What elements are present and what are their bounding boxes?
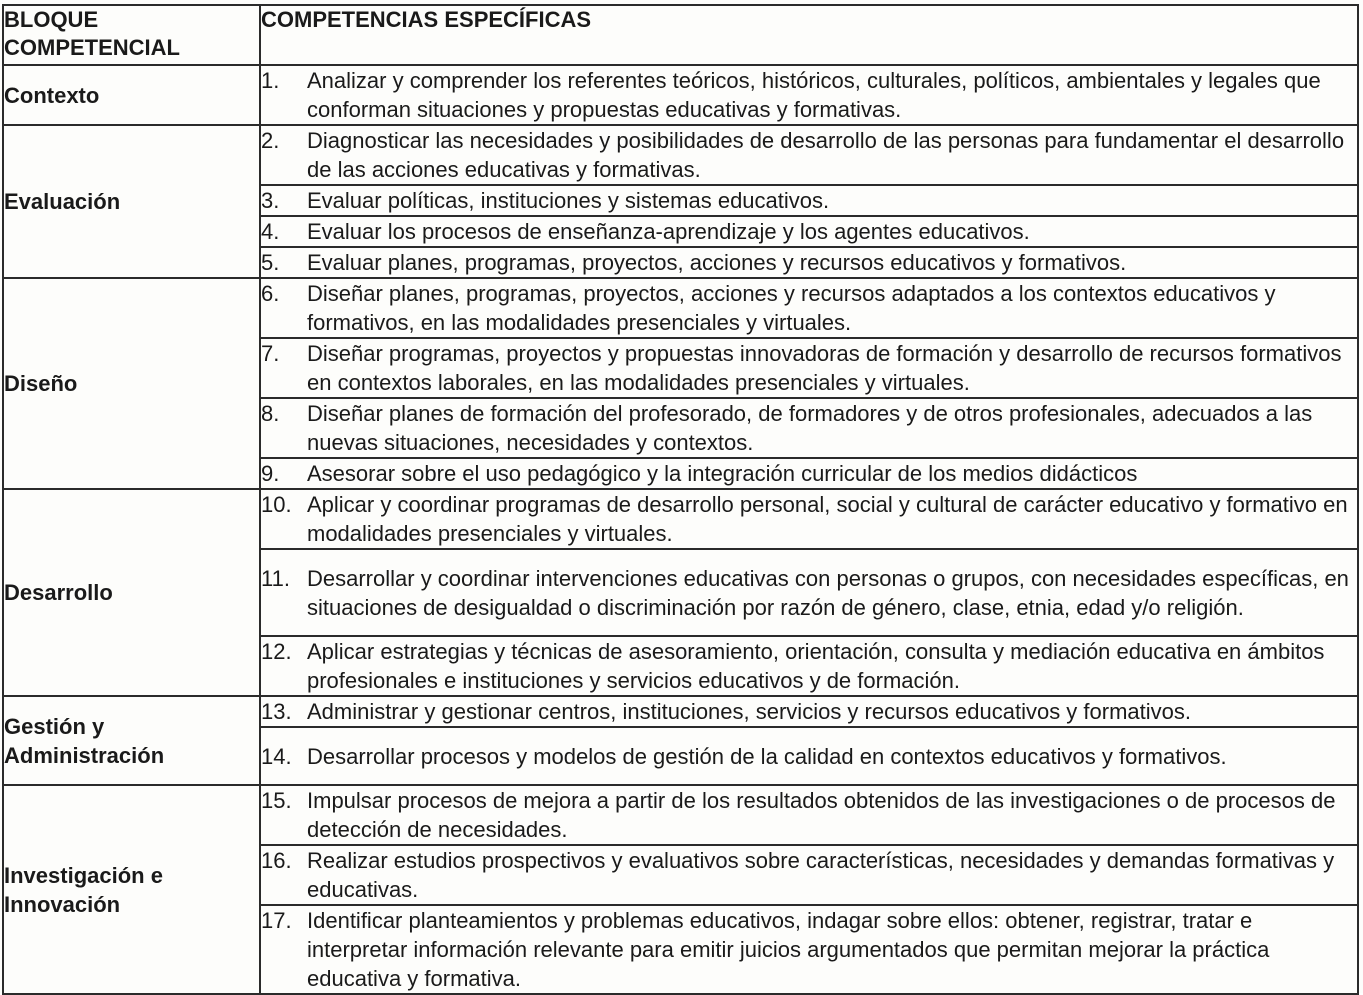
competence-text: Identificar planteamientos y problemas educativos, indagar sobre ellos: obtener, registrar, tratar e interpretar información relevante para emitir juicios argumentados que permitan mejorar la práctica educativa y formativa.	[307, 908, 1270, 991]
competence-number: 10.	[261, 492, 292, 517]
competence-item	[260, 216, 1358, 247]
competence-line	[261, 248, 1357, 277]
competence-item	[260, 398, 1358, 458]
competence-item	[260, 785, 1358, 845]
competence-item	[260, 458, 1358, 489]
table-row	[3, 65, 1358, 125]
competence-line	[261, 279, 1357, 337]
table-row	[3, 125, 1358, 185]
competence-item	[260, 727, 1358, 785]
competence-item	[260, 185, 1358, 216]
competence-item	[260, 636, 1358, 696]
table-row	[3, 696, 1358, 727]
competence-text: Evaluar los procesos de enseñanza-aprendizaje y los agentes educativos.	[307, 219, 1030, 244]
competence-number: 4.	[261, 219, 280, 244]
competence-text: Realizar estudios prospectivos y evaluativos sobre características, necesidades y demandas formativas y educativas.	[307, 848, 1335, 902]
table-body	[3, 65, 1358, 994]
competence-text: Diseñar planes, programas, proyectos, acciones y recursos adaptados a los contextos educativos y formativos, en las modalidades presenciales y virtuales.	[307, 281, 1276, 335]
competence-number: 2.	[261, 128, 280, 153]
competence-line	[261, 217, 1357, 246]
competence-item	[260, 905, 1358, 994]
table-row	[3, 785, 1358, 845]
competence-text: Aplicar estrategias y técnicas de asesoramiento, orientación, consulta y mediación educativa en ámbitos profesionales e instituciones y servicios educativos y de formación.	[307, 639, 1325, 693]
competence-text: Impulsar procesos de mejora a partir de los resultados obtenidos de las investigaciones o de procesos de detección de necesidades.	[307, 788, 1336, 842]
competence-item	[260, 125, 1358, 185]
competence-line	[261, 786, 1357, 844]
competence-item	[260, 845, 1358, 905]
competence-number: 6.	[261, 281, 280, 306]
competence-number: 11.	[261, 565, 290, 591]
competence-line	[261, 564, 1357, 622]
competence-text: Diseñar programas, proyectos y propuestas innovadoras de formación y desarrollo de recursos formativos en contextos laborales, en las modalidades presenciales y virtuales.	[307, 341, 1342, 395]
competence-text: Diseñar planes de formación del profesorado, de formadores y de otros profesionales, adecuados a las nuevas situaciones, necesidades y contextos.	[307, 401, 1313, 455]
block-name: Contexto	[3, 65, 260, 125]
competence-number: 16.	[261, 848, 292, 873]
competence-line	[261, 339, 1357, 397]
competence-number: 5.	[261, 250, 280, 275]
competence-line	[261, 66, 1357, 124]
competence-text: Analizar y comprender los referentes teóricos, históricos, culturales, políticos, ambientales y legales que conforman situaciones y propuestas educativas y formativas.	[307, 68, 1321, 122]
competence-line	[261, 459, 1357, 488]
block-name: Diseño	[3, 278, 260, 489]
block-name: Gestión y Administración	[3, 696, 260, 785]
header-block-label: BLOQUE COMPETENCIAL	[3, 5, 260, 65]
competence-number: 8.	[261, 401, 280, 426]
competence-line	[261, 906, 1357, 993]
competence-number: 9.	[261, 461, 280, 486]
competence-item	[260, 278, 1358, 338]
competence-text: Desarrollar procesos y modelos de gestión de la calidad en contextos educativos y formativos.	[307, 743, 1227, 769]
competence-line	[261, 490, 1357, 548]
competence-text: Aplicar y coordinar programas de desarrollo personal, social y cultural de carácter educativo y formativo en modalidades presenciales y virtuales.	[307, 492, 1348, 546]
block-name: Evaluación	[3, 125, 260, 278]
competence-line	[261, 637, 1357, 695]
header-competences-label: COMPETENCIAS ESPECÍFICAS	[260, 5, 1358, 65]
competence-number: 13.	[261, 699, 292, 724]
competence-number: 7.	[261, 341, 280, 366]
competence-line	[261, 399, 1357, 457]
competence-item	[260, 696, 1358, 727]
competence-number: 15.	[261, 788, 292, 813]
competence-text: Diagnosticar las necesidades y posibilidades de desarrollo de las personas para fundamentar el desarrollo de las acciones educativas y formativas.	[307, 128, 1345, 182]
competence-line	[261, 697, 1357, 726]
competence-item	[260, 489, 1358, 549]
competence-text: Evaluar planes, programas, proyectos, acciones y recursos educativos y formativos.	[307, 250, 1127, 275]
competence-number: 17.	[261, 908, 292, 933]
table-row	[3, 489, 1358, 549]
competence-number: 3.	[261, 188, 280, 213]
table-row	[3, 278, 1358, 338]
header-row	[3, 5, 1358, 65]
competence-text: Desarrollar y coordinar intervenciones educativas con personas o grupos, con necesidades específicas, en situaciones de desigualdad o discriminación por razón de género, clase, etnia, edad y/o religión.	[307, 565, 1349, 620]
competence-item	[260, 338, 1358, 398]
block-name: Desarrollo	[3, 489, 260, 696]
competence-number: 1.	[261, 68, 280, 93]
competence-line	[261, 126, 1357, 184]
competence-number: 12.	[261, 639, 292, 664]
competence-item	[260, 549, 1358, 636]
competence-line	[261, 846, 1357, 904]
competence-item	[260, 65, 1358, 125]
competence-line	[261, 742, 1357, 771]
competence-text: Evaluar políticas, instituciones y sistemas educativos.	[307, 188, 830, 213]
competence-line	[261, 186, 1357, 215]
competences-table	[2, 4, 1359, 995]
competence-number: 14.	[261, 743, 292, 769]
competence-item	[260, 247, 1358, 278]
block-name: Investigación e Innovación	[3, 785, 260, 994]
competence-text: Asesorar sobre el uso pedagógico y la integración curricular de los medios didácticos	[307, 461, 1138, 486]
competence-text: Administrar y gestionar centros, instituciones, servicios y recursos educativos y formativos.	[307, 699, 1191, 724]
